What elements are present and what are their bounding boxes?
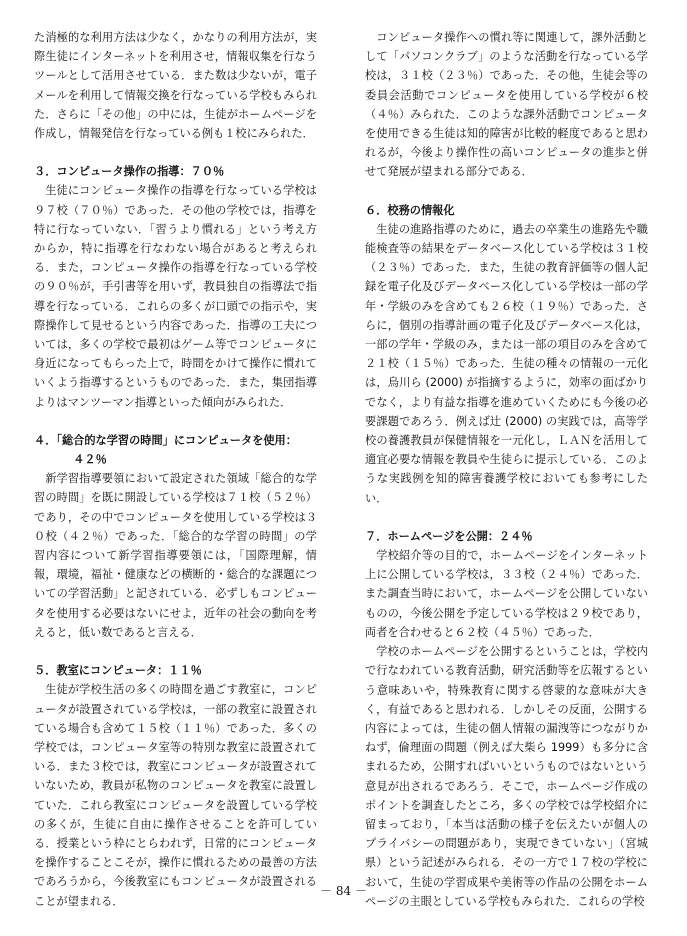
paragraph-club-activity: コンピュータ操作への慣れ等に関連して，課外活動として「パソコンクラブ」のような活動を行なっている学校は，３１校（２３％）であった．その他，生徒会等の委員会活動でコンピュータを使用している学校が６校（４％）みられた．このような課外活動でコンピュータを使用できる生徒は知的障害が比較的軽度であると思われるが，今後より操作性の高いコンピュータの進歩と併せて発展が望まれる部分である．	[365, 31, 648, 179]
section-heading-6: ６．校務の情報化	[365, 203, 455, 217]
paragraph-section-7b: 学校のホームページを公開するということは，学校内で行なわれている教育活動，研究活動等を広報するという意味あいや，特殊教育に関する啓蒙的な意味が大きく，有益であると思われる．しかしその反面，公開する内容によっては，生徒の個人情報の漏洩等につながりかねず，倫理面の問題（例えば大柴ら 1999）も多分に含まれるため，公開すればいいというものではないという意見が出されるであろう．そこで，ホームページ作成のポイントを調査したところ，多くの学校では学校紹介に留まっており，「本当は活動の様子を伝えたいが個人のプライバシーの問題があり，実現できていない」（宮城県）という記述がみられる．その一方で１７校の学校において，生徒の学習成果や美術等の作品の公開をホームページの主眼としている学校もみられた．これらの学校	[365, 645, 648, 908]
paragraph-internet-use: た消極的な利用方法は少なく，かなりの利用方法が，実際生徒にインターネットを利用させ，情報収集を行なうツールとして活用させている．また数は少ないが，電子メールを利用して情報交換を行なっている学校もみられた．さらに「その他」の中には，生徒がホームページを作成し，情報発信を行なっている例も１校にみられた．	[34, 31, 317, 141]
section-heading-4-percent: ４２％	[73, 453, 107, 467]
paragraph-section-5: 生徒が学校生活の多くの時間を過ごす教室に，コンピュータが設置されている学校は，一部の教室に設置されている場合も含めて１５校（１１％）であった．多くの学校では，コンピュータ室等の特別な教室に設置されている．また３校では，教室にコンピュータが設置されていないため，教員が私物のコンピュータを教室に設置していた．これら教室にコンピュータを設置している学校の多くが，生徒に自由に操作させることを許可している．授業という枠にとらわれず，日常的にコンピュータを操作することこそが，操作に慣れるための最善の方法であろうから，今後教室にもコンピュータが設置されることが望まれる．	[34, 683, 317, 908]
right-column	[365, 28, 648, 911]
paragraph-section-3: 生徒にコンピュータ操作の指導を行なっている学校は９７校（７０％）であった．その他の学校では，指導を特に行なっていない．「習うより慣れる」という考え方からか，特に指導を行なわない場合があると考えられる．また，コンピュータ操作の指導を行なっている学校の９０％が，手引書等を用いず，教員独自の指導法で指導を行なっている．これらの多くが口頭での指示や，実際操作して見せるという内容であった．指導の工夫については，多くの学校で最初はゲーム等でコンピュータに身近になってもらった上で，時間をかけて操作に慣れていくよう指導するというものであった．また，集団指導よりはマンツーマン指導といった傾向がみられた．	[34, 184, 317, 409]
paragraph-section-4: 新学習指導要領において設定された領域「総合的な学習の時間」を既に開設している学校は７１校（５２％）であり，その中でコンピュータを使用している学校は３０校（４２％）であった．「総合的な学習の時間」の学習内容について新学習指導要領には，「国際理解，情報，環境，福祉・健康などの横断的・総合的な課題についての学習活動」と記されている．必ずしもコンピュータを使用する必要はないにせよ，近年の社会の動向を考えると，低い数であると言える．	[34, 472, 317, 639]
paragraph-section-7a: 学校紹介等の目的で，ホームページをインターネット上に公開している学校は，３３校（２４％）であった．また調査当時において，ホームページを公開していないものの，今後公開を予定している学校は２９校であり，両者を合わせると６２校（４５％）であった．	[365, 549, 648, 639]
section-heading-5: ５．教室にコンピュータ：１１％	[34, 664, 202, 678]
left-column	[34, 28, 317, 911]
section-heading-4: ４．「総合的な学習の時間」にコンピュータを使用：	[34, 433, 297, 447]
page-number: － 84 －	[320, 884, 367, 898]
section-heading-3: ３．コンピュータ操作の指導：７０％	[34, 165, 225, 179]
section-heading-7: ７．ホームページを公開：２４％	[365, 529, 533, 543]
paragraph-section-6: 生徒の進路指導のために，過去の卒業生の進路先や職能検査等の結果をデータベース化している学校は３１校（２３％）であった．また，生徒の教育評価等の個人記録を電子化及びデータベース化している学校は一部の学年・学級のみを含めても２６校（１９％）であった．さらに，個別の指導計画の電子化及びデータベース化は，一部の学年・学級のみ，または一部の項目のみを含めて２１校（１５％）であった．生徒の種々の情報の一元化は，烏川ら (2000) が指摘するように，効率の面ばかりでなく，より有益な指導を進めていくためにも今後の必要課題であろう．例えば辻 (2000) の実践では，高等学校の養護教員が保健情報を一元化し，ＬＡＮを活用して適宜必要な情報を教員や生徒らに提示している．このような実践例を知的障害養護学校においても参考にしたい．	[365, 222, 648, 505]
